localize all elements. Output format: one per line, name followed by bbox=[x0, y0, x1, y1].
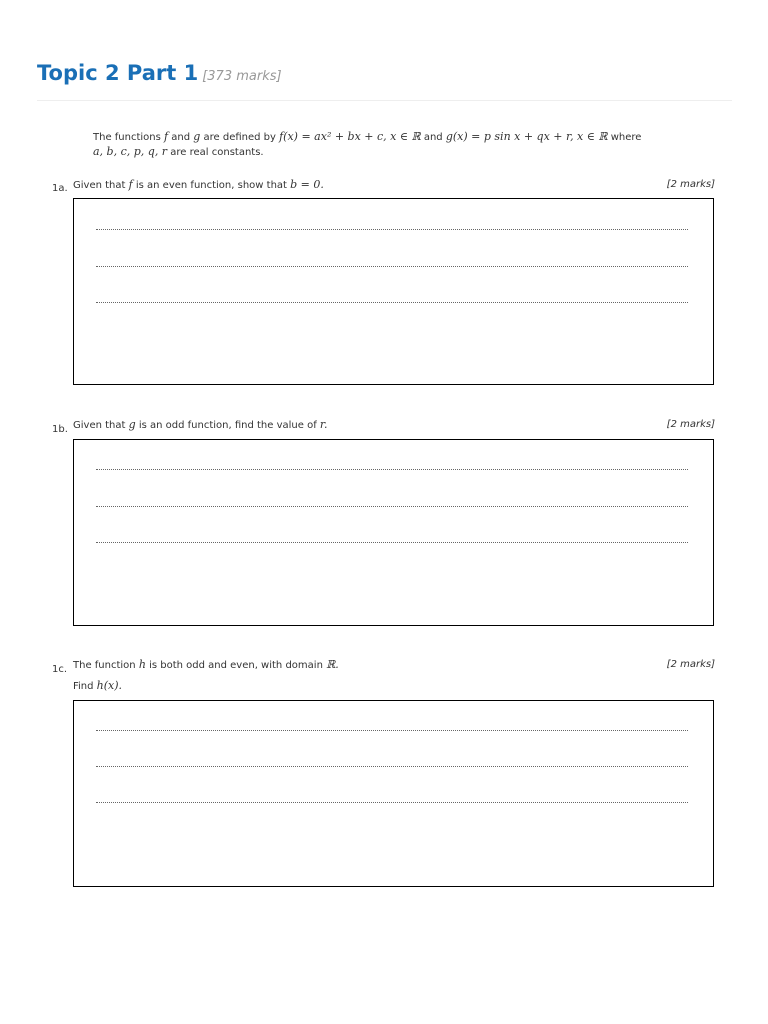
intro-text: are real constants. bbox=[167, 147, 264, 158]
question-text-part: The function bbox=[73, 660, 139, 671]
page-header bbox=[37, 60, 732, 101]
dotted-line bbox=[96, 542, 688, 543]
answer-box[interactable] bbox=[73, 700, 714, 887]
intro-text: and bbox=[168, 132, 194, 143]
dotted-line bbox=[96, 506, 688, 507]
intro-paragraph bbox=[93, 130, 713, 160]
math-f: f bbox=[164, 130, 169, 143]
question-text-part: is both odd and even, with domain bbox=[145, 660, 327, 671]
answer-box[interactable] bbox=[73, 198, 714, 385]
question-text-part: Find bbox=[73, 681, 97, 692]
intro-text: are defined by bbox=[200, 132, 280, 143]
question-marks: [2 marks] bbox=[666, 179, 715, 190]
question-text-part: is an odd function, find the value of bbox=[135, 420, 320, 431]
question-text bbox=[73, 658, 339, 671]
math-b-equals-zero: b = 0. bbox=[290, 178, 324, 191]
dotted-line bbox=[96, 766, 688, 767]
page-title bbox=[37, 61, 282, 85]
math-reals: ℝ. bbox=[326, 658, 339, 671]
math-constants: a, b, c, p, q, r bbox=[93, 145, 168, 158]
title-text: Topic 2 Part 1 bbox=[37, 61, 199, 85]
intro-text: and bbox=[420, 132, 446, 143]
total-marks: [373 marks] bbox=[202, 69, 282, 84]
math-f: f bbox=[128, 178, 133, 191]
dotted-line bbox=[96, 302, 688, 303]
question-number: 1c. bbox=[52, 664, 68, 675]
math-h: h bbox=[138, 658, 146, 671]
question-text bbox=[73, 178, 324, 191]
question-subtext bbox=[73, 679, 122, 692]
answer-box[interactable] bbox=[73, 439, 714, 626]
math-r: r. bbox=[319, 418, 328, 431]
dotted-line bbox=[96, 730, 688, 731]
dotted-line bbox=[96, 469, 688, 470]
math-g: g bbox=[193, 130, 201, 143]
question-text-part: Given that bbox=[73, 180, 129, 191]
question-number: 1b. bbox=[52, 424, 68, 435]
math-g-definition: g(x) = p sin x + qx + r, x ∈ ℝ bbox=[445, 130, 608, 143]
question-text-part: is an even function, show that bbox=[132, 180, 291, 191]
question-marks: [2 marks] bbox=[666, 659, 715, 670]
question-marks: [2 marks] bbox=[666, 419, 715, 430]
intro-text: where bbox=[607, 132, 642, 143]
dotted-line bbox=[96, 802, 688, 803]
intro-text: The functions bbox=[93, 132, 165, 143]
question-number: 1a. bbox=[52, 183, 68, 194]
dotted-line bbox=[96, 229, 688, 230]
math-g: g bbox=[128, 418, 136, 431]
question-text-part: Given that bbox=[73, 420, 129, 431]
math-h-of-x: h(x). bbox=[96, 679, 123, 692]
question-text bbox=[73, 418, 327, 431]
math-f-definition: f(x) = ax² + bx + c, x ∈ ℝ bbox=[279, 130, 421, 143]
dotted-line bbox=[96, 266, 688, 267]
